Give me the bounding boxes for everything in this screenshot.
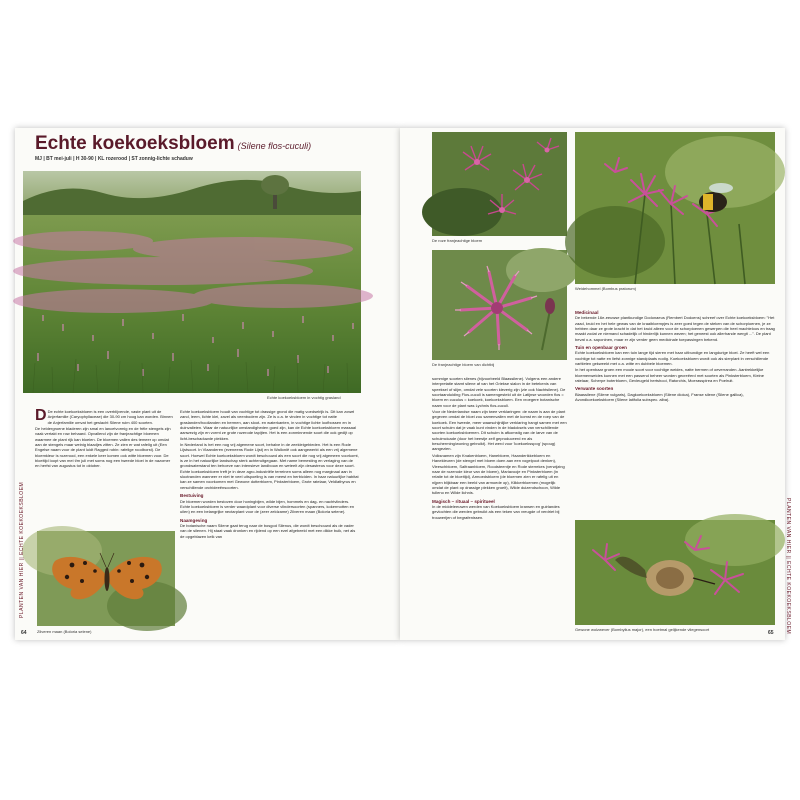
paragraph: De bloemen worden bestoven door honingbijen, wilde bijen, hommels en dag- en nachtvlinders. Echte koekoeksbloem is verder waardplant voor diverse vlindersoorten (spanners, kokermotten en uilen) en een belangrijke nectarplant voor de (zeer zeldzame) Zilveren maan (Boloria selene). [180, 498, 355, 515]
page-title: Echte koekoeksbloem (Silene flos-cuculi) [35, 133, 312, 154]
caption-bottom-right: Gewone wolzwever (Bombylius major), een hoetmal gelijkende vliegensoort [575, 627, 710, 632]
section-heading: Bestuiving [180, 493, 204, 499]
latin-name: (Silene flos-cuculi) [237, 141, 312, 151]
paragraph: De botanische naam Silene gaat terug naar de bosgod Silenus, die wordt beschouwd als de vader van de silenen. Hij staat vaak dronken en rijdend op een ezel afgebeeld met een dikke buik, net als de opgeblazen kelk van [180, 522, 356, 539]
left-page [15, 128, 400, 640]
paragraph: sommige soorten silenes (bijvoorbeeld Blaassilene). Volgens een andere interpretatie stamt silene af van het Griekse sialon in de betekenis van speeksel of slijm, omdat vele soorten kleverig zijn (zie ook Nachtsilene). De soortaanduiding Flos-cuculi is samengesteld uit de Latijnse woorden flos = bloem en cuculus = koekoek, koekoeksbloem. Een vroegere botanische naam voor de plant was Lychnis flos-cuculi. [432, 376, 566, 408]
paragraph: In Nederland is het een nog vrij algemene soort, behalve in de zeekleigebieden. Het is een Rode Lijstsoort. In Vlaanderen (eveneens Rode Lijst) en in Wallonië ook aangewerkt als een vrij algemene soort. Hoewel Echte koekoeksbloem wordt beschouwd als een soort die nog vrij algemeen voorkomt, is ze in het natuurlijke landschap sterk achteruitgegaan. Met name bemesting en verlaging van de grondwaterstand ten behoeve van intensieve landbouw en weteelt zijn desastreus voor deze soort. Echte koekoeksbloem treft je in deze agro-industriële terreinen soms alleen nog marginaal aan in slootranden wanneer er niet te veel uitspoeling is van meest en herbiciden. In haar natuurlijke habitat kan ze samen voorkomen met Gewone dotterbloem, Pinksterbloem, Grote ratelaar, Veldlathyrus en verschillende orchideeënsoorten. [180, 442, 359, 490]
paragraph: De bekende 16e-eeuwse plantkundige Dodonaeus (Rembert Dodoens) schreef over Echte koekoeksbloem: "Het zaad, kruid en het hele gewas van de kraaibloempjes is zeer goed tegen de steken van de schorpioenen, je ze hebben daar ze grote kracht in dat het kruid alleen voor de schorpioenen gewerpen die heel machteloos en traag maakt zodat ze niemand schadelijk of hinderlijk kunnen wezen; het geneest ook allerhande wergit ...". De plant bevat o.a. saponinen, maar er zijn verder geen medicinale toepassingen bekend. [575, 315, 775, 342]
paragraph: In de middeleeuwen werden van Koekoeksbloem kransen en guirlandes gevlochten die werden gebruikt als een teken van vreugde of verdriet bij trouwerijen of begrafenissen. [432, 503, 560, 520]
text-column-right-1 [432, 376, 567, 638]
caption-top-right: Weidehommel (Bombus pratorum) [575, 286, 637, 291]
page-number: 64 [21, 630, 27, 636]
paragraph: In het openbaar groen een mooie soort voor vochtige weides, natte bermen of oeverranden. Aantrekkelijke bloemenweides kunnen met een passend beheer worden gecreëerd met soorten als Pinksterbloem, Kleine ratelaar, Scherpe boterbloem, Gevleugeld hertshooi, Ratorchis, Moerasspirea en Poelruit. [575, 367, 765, 384]
paragraph: Blaassilene (Silene vulgaris), Dagkoekoeksbloem (Silene dioica), Franse silene (Silene gallica), Avondkoekoeksbloem (Silene latifolia subspec. alba). [575, 391, 744, 403]
meadow-photo [23, 171, 361, 393]
paragraph: D De echte koekoeksbloem is een overblijvende, vaste plant uit de Anjerfamilie (Caryophyllaceae) die 30-90 cm hoog kan worden. Binnen de Anjerfamilie omvat het geslacht Silene ruim 400 soorten. [35, 407, 173, 425]
paragraph: Voor de Nederlandse naam zijn twee verklaringen: de naam is aan de plant gegeven omdat de bloei zou samenvallen met de komst en de roep van de koekoek. Een tweede, meer waarschijnlijke verklaring hangt samen met een soort schuim dat je vaak kunt vinden in de bladoksels van verschillende soorten koekoeksbloemen. Dit schuim is afkomstig van de larve van de schuimcicade (door het beestje zelf geproduceerd en als bescherming/woning gebruikt). Het werd voor 'koekoeksspog' (spoug) aangezien. [432, 409, 567, 452]
caption-top-left: De roze franjeachtige bloem [432, 238, 483, 243]
paragraph: Echte koekoeksbloem kan een tuin lange tijd sieren met haar uitbundige en langdurige bloei. Ze heeft wel een vochtige tot natte en liefst zonnige standplaats nodig. Koekoeksbloem wordt ook als sierplant in verschillende varitieten gekweekt met o.a. witte en dubbele bloemen. [575, 350, 770, 367]
section-heading: Naamgeving [180, 517, 208, 523]
section-heading: Tuin en openbaar groen [575, 345, 627, 351]
section-heading: Verwante soorten [575, 386, 614, 392]
butterfly-photo [37, 531, 175, 626]
species-meta: MJ | BT mei-juli | H 30-90 | KL rozerood | ST zonnig-lichte schaduw [35, 156, 193, 162]
paragraph: De heldergroene bladeren zijn smal en lancetvormig en de frêle stengels zijn vaak vertakt en row behaard. Opvallend zijn de franjeachtige bloemen waarmee de plant rijk kan bloeien. De bloemen vallen des temeer op omdat aan de stengels maar weinig blaadjes zitten. Ze zien er wat rafelig uit (Een Engelse naam voor de plant luidt Ragged robin: rafelige roodborst). De bloemkleur is rozerood, een enkele keer komen ook witte bloemen voor. De bloeitijd loopt van mei t/m juli met soms nog een tweede bloei in de nazomer en herfst van augustus tot in oktober. [35, 426, 171, 469]
hero-caption: Echte koekoeksbloem in vochtig grasland [267, 395, 341, 400]
section-heading: Magisch – rituaal – spiritueel [432, 498, 495, 504]
text-column-right-2 [575, 310, 775, 515]
flower-photo-mid-left [432, 250, 567, 360]
bumblebee-photo [575, 132, 775, 284]
flower-photo-top-left [432, 132, 567, 236]
page-number: 65 [768, 630, 774, 636]
section-heading: Medicinaal [575, 310, 599, 315]
caption-mid-left: De franjeachtige bloem van dichtbij [432, 362, 495, 367]
right-page [400, 128, 791, 640]
text-column-2 [180, 409, 360, 637]
beefly-photo [575, 520, 775, 625]
side-tab: PLANTEN VAN HIER || ECHTE KOEKOEKSBLOEM [785, 498, 791, 635]
drop-cap: D [35, 407, 47, 424]
side-tab: PLANTEN VAN HIER || ECHTE KOEKOEKSBLOEM [19, 481, 25, 618]
paragraph: Volksnamen zijn Knakenbloem, Hanebloem, Haanderikkebloem en Hanekleuren (de stengel met bloem doen aan een vogelpoot denken), Vleeschbloem, Salfraanbloem, Roodsteentje en Rode sterrekes (verwijzing naar de rozerode kleur van de bloem), Mariavooje en Pinksterbloem (in relatie tot de bloeitijd), Armoedsbloem (de bloemen zien er rafelig uit en nijpen blijkbaar een beeld van armoede op), Klikkerbloemen (mogelijk omdat de plant op drassige plekken groeit), Wilde duizendschoon, Wilde tulleno en Wilde lichnis. [432, 452, 565, 496]
butterfly-caption: Zilveren maan (Boloria selene) [37, 629, 92, 634]
paragraph: Echte koekoeksbloem houdt van vochtige tot drassige grond die matig voedselrijk is. Dit kan zowel zand, leem, lichte klei, zavel als veenbodem zijn. Ze is o.a. te vinden in vochtige tot natte graslanden/hooilanden en bermen, aan sloot- en waterkanten, in vochtige lichte loofbossen en in duinvalleien. Waar de natuurlijke omstandigheden goed zijn, kan de Echte koekoeksbloem massaal aanwezig zijn en vormt ze grote rozerode tapijten. Het is een zonminnende soort die ook gedijt op licht-beschaduwde plekken. [180, 409, 356, 441]
